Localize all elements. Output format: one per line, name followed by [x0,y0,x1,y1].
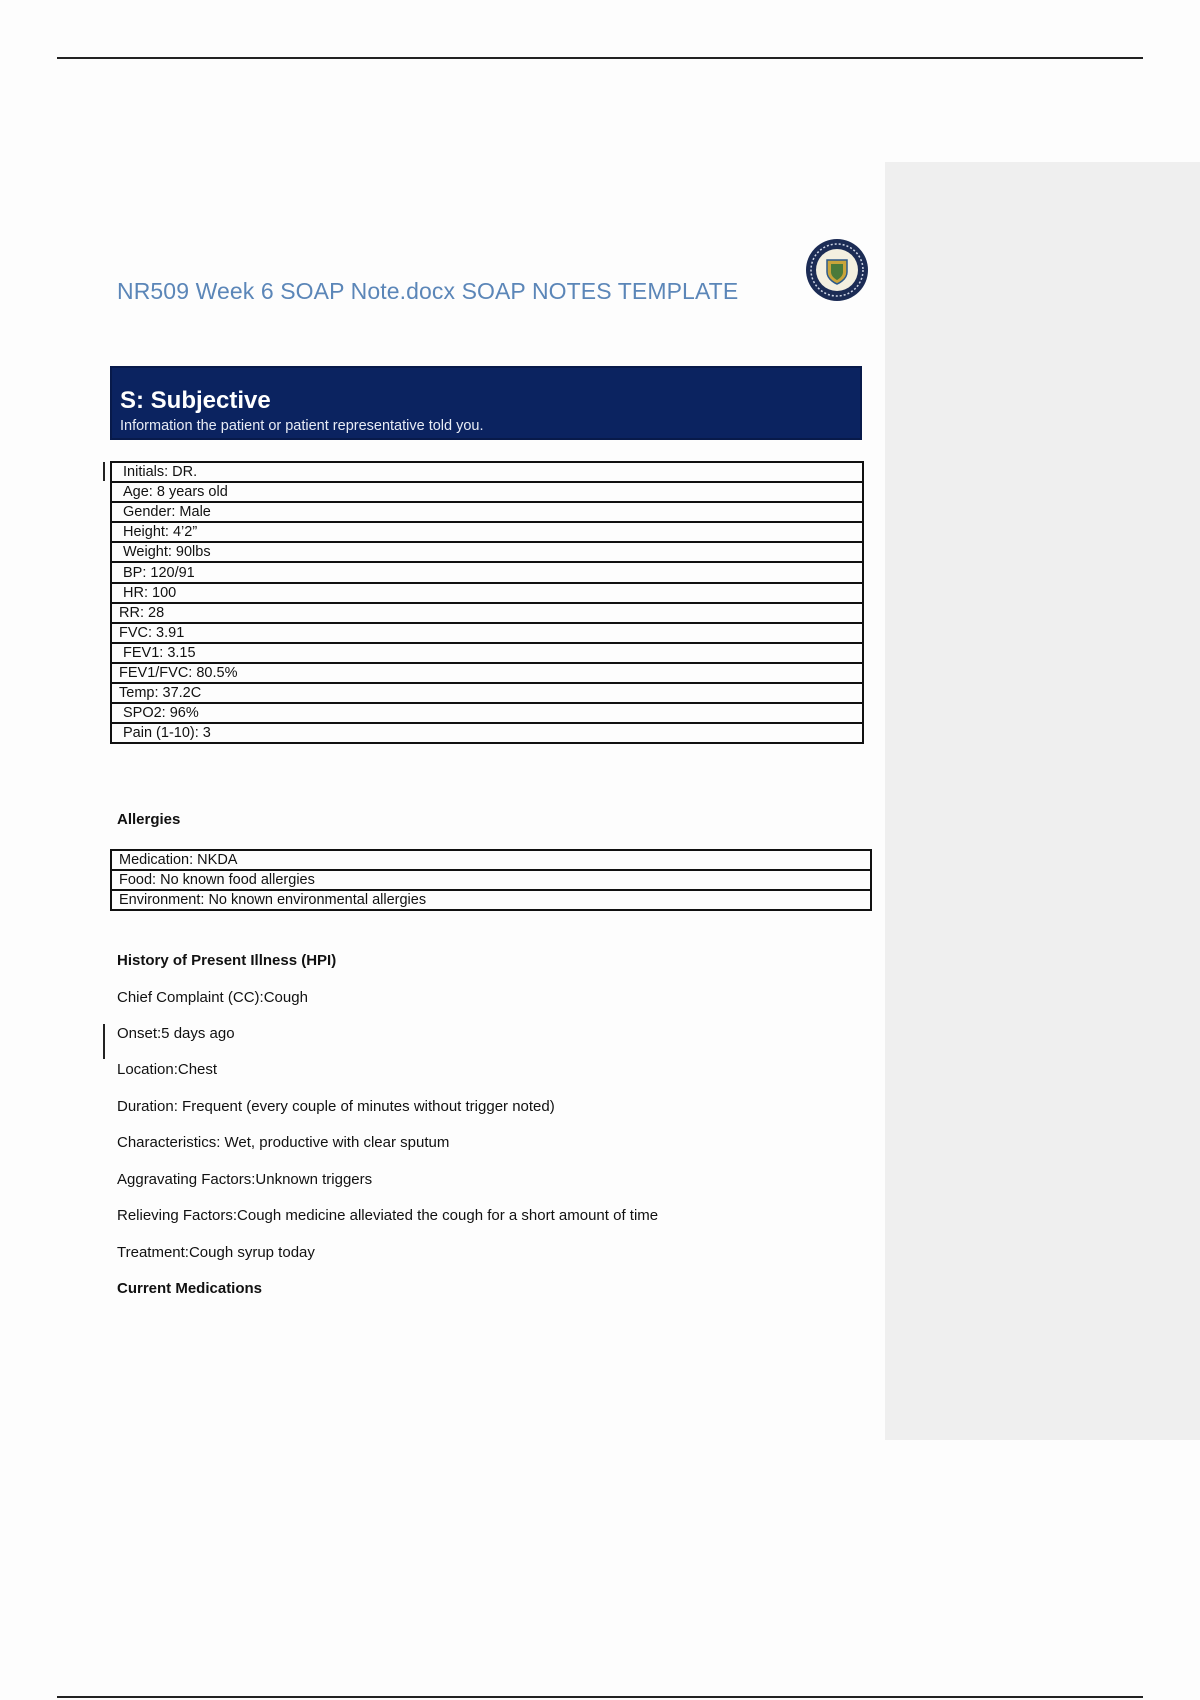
table-row [111,870,871,890]
vital-gender: Gender: Male [111,502,863,522]
document-title: NR509 Week 6 SOAP Note.docx SOAP NOTES TEMPLATE [117,278,739,304]
table-row [111,603,863,623]
vital-weight: Weight: 90lbs [111,542,863,562]
hpi-duration: Duration: Frequent (every couple of minutes without trigger noted) [117,1098,555,1115]
vital-fev1-fvc: FEV1/FVC: 80.5% [111,663,863,683]
table-row [111,643,863,663]
page-top-rule [57,57,1143,59]
table-row [111,482,863,502]
vital-height: Height: 4’2” [111,522,863,542]
vital-fev1: FEV1: 3.15 [111,643,863,663]
vital-temp: Temp: 37.2C [111,683,863,703]
vital-bp: BP: 120/91 [111,562,863,582]
current-medications-heading: Current Medications [117,1280,263,1297]
table-row [111,462,863,482]
allergy-food: Food: No known food allergies [111,870,871,890]
vital-hr: HR: 100 [111,583,863,603]
hpi-aggravating-factors: Aggravating Factors:Unknown triggers [117,1171,373,1188]
comment-pane [885,162,1200,1440]
vital-rr: RR: 28 [111,603,863,623]
hpi-characteristics: Characteristics: Wet, productive with clear sputum [117,1134,450,1151]
vital-fvc: FVC: 3.91 [111,623,863,643]
allergies-table [110,849,872,911]
vitals-table [110,461,864,744]
table-row [111,703,863,723]
table-row [111,542,863,562]
hpi-onset: Onset:5 days ago [117,1025,235,1042]
vital-pain: Pain (1-10): 3 [111,723,863,743]
subjective-title: S: Subjective [120,387,271,414]
table-row [111,850,871,870]
revision-mark [103,1024,105,1059]
university-seal-icon [805,238,869,302]
vital-spo2: SPO2: 96% [111,703,863,723]
page-bottom-rule [57,1696,1143,1698]
hpi-chief-complaint: Chief Complaint (CC):Cough [117,989,308,1006]
table-row [111,623,863,643]
table-row [111,502,863,522]
hpi-relieving-factors: Relieving Factors:Cough medicine alleviated the cough for a short amount of time [117,1207,659,1224]
table-row [111,663,863,683]
vital-age: Age: 8 years old [111,482,863,502]
table-row [111,583,863,603]
allergy-environment: Environment: No known environmental allergies [111,890,871,910]
table-row [111,723,863,743]
table-row [111,522,863,542]
table-row [111,890,871,910]
allergies-heading: Allergies [117,811,181,828]
hpi-treatment: Treatment:Cough syrup today [117,1244,315,1261]
subjective-header [110,366,862,440]
subjective-subtitle: Information the patient or patient representative told you. [120,418,484,434]
revision-mark [103,462,105,481]
hpi-heading: History of Present Illness (HPI) [117,952,337,969]
table-row [111,683,863,703]
allergy-medication: Medication: NKDA [111,850,871,870]
hpi-location: Location:Chest [117,1061,218,1078]
vital-initials: Initials: DR. [111,462,863,482]
table-row [111,562,863,582]
